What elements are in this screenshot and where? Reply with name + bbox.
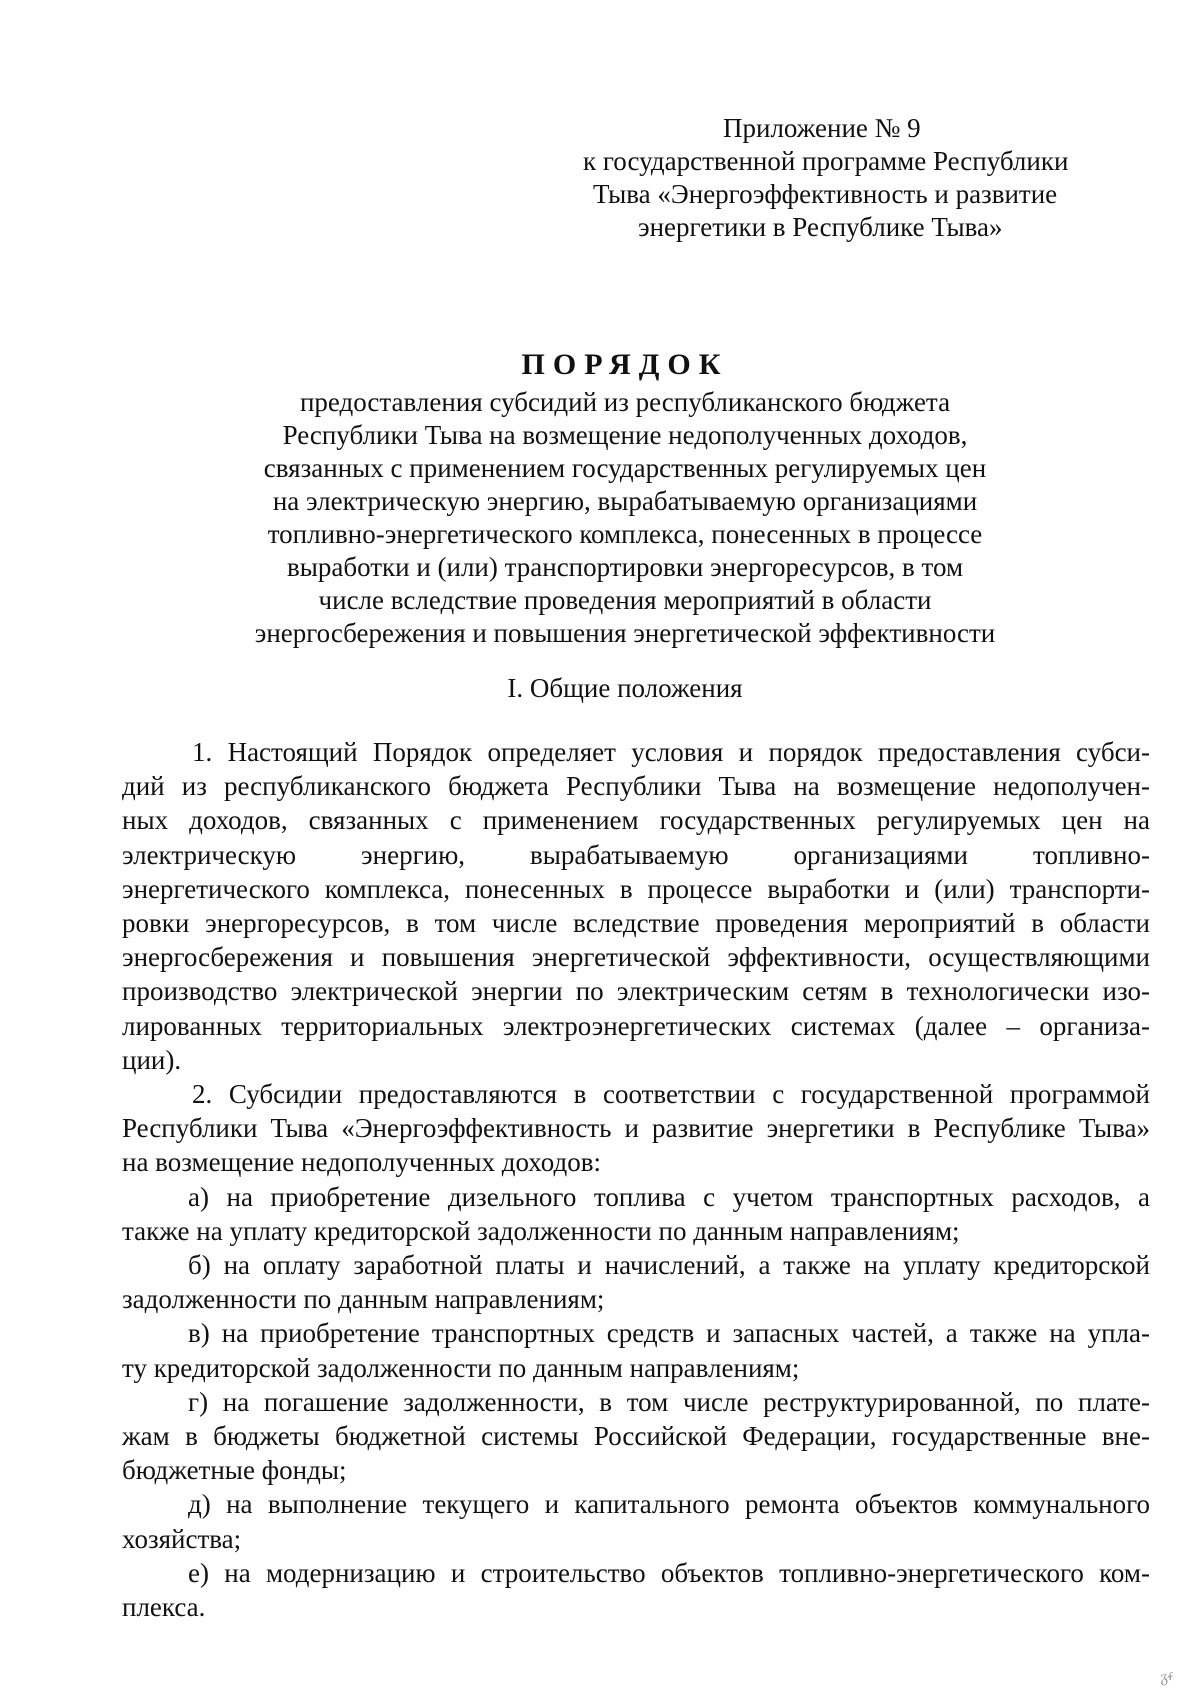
body-line: а) на приобретение дизельного топлива с учетом транспортных расходов, а: [188, 1181, 1150, 1212]
subtitle-line: выработки и (или) транспортировки энергоресурсов, в том: [286, 552, 964, 582]
section-heading: I. Общие положения: [507, 673, 743, 703]
body-line: энергосбережения и повышения энергетической эффективности, осуществляющими: [122, 942, 1150, 973]
body-line: жам в бюджеты бюджетной системы Российской Федерации, государственные вне-: [122, 1421, 1150, 1452]
appendix-line: Приложение № 9: [723, 113, 921, 143]
body-line: Республики Тыва «Энергоэффективность и развитие энергетики в Республике Тыва»: [122, 1113, 1150, 1144]
body-line: ту кредиторской задолженности по данным направлениям;: [122, 1352, 800, 1383]
body-line: хозяйства;: [122, 1523, 242, 1554]
body-line: ных доходов, связанных с применением государственных регулируемых цен на: [122, 805, 1150, 836]
body-line: д) на выполнение текущего и капитального ремонта объектов коммунального: [188, 1489, 1150, 1520]
body-line: также на уплату кредиторской задолженности по данным направлениям;: [122, 1215, 960, 1246]
body-line: ции).: [122, 1044, 182, 1075]
document-subtitle: [200, 386, 1050, 650]
body-line: плекса.: [122, 1592, 206, 1623]
body-line: производство электрической энергии по электрическим сетям в технологически изо-: [122, 976, 1150, 1007]
body-line: дий из республиканского бюджета Республики Тыва на возмещение недополучен-: [122, 771, 1150, 802]
appendix-line: энергетики в Республике Тыва»: [638, 212, 1003, 242]
body-line: 2. Субсидии предоставляются в соответствии с государственной программой: [192, 1079, 1150, 1110]
handwritten-page-mark: ᵹᵳ: [1157, 1666, 1176, 1687]
subtitle-line: топливно-энергетического комплекса, понесенных в процессе: [267, 519, 983, 549]
subtitle-line: числе вследствие проведения мероприятий в области: [318, 585, 932, 615]
subtitle-line: энергосбережения и повышения энергетической эффективности: [254, 618, 996, 648]
body-line: б) на оплату заработной платы и начислений, а также на уплату кредиторской: [188, 1250, 1150, 1281]
appendix-header: [583, 112, 1148, 244]
subtitle-line: предоставления субсидий из республиканского бюджета: [299, 387, 951, 417]
subtitle-line: на электрическую энергию, вырабатываемую организациями: [272, 486, 978, 516]
body-line: бюджетные фонды;: [122, 1455, 347, 1486]
body-line: электрическую энергию, вырабатываемую организациями топливно-: [122, 839, 1150, 870]
body-line: энергетического комплекса, понесенных в процессе выработки и (или) транспорти-: [122, 873, 1150, 904]
body-line: ровки энергоресурсов, в том числе вследствие проведения мероприятий в области: [122, 908, 1150, 939]
appendix-line: Тыва «Энергоэффективность и развитие: [593, 179, 1058, 209]
body-line: 1. Настоящий Порядок определяет условия и порядок предоставления субси-: [192, 737, 1150, 767]
body-line: задолженности по данным направлениям;: [122, 1284, 605, 1315]
document-body: [122, 735, 1150, 1624]
body-line: на возмещение недополученных доходов:: [122, 1147, 601, 1178]
body-line: лированных территориальных электроэнергетических системах (далее – организа-: [122, 1010, 1150, 1041]
body-line: г) на погашение задолженности, в том числе реструктурированной, по плате-: [188, 1386, 1150, 1417]
subtitle-line: Республики Тыва на возмещение недополученных доходов,: [282, 420, 968, 450]
document-title: ПОРЯДОК: [521, 348, 729, 381]
subtitle-line: связанных с применением государственных регулируемых цен: [263, 453, 987, 483]
body-line: е) на модернизацию и строительство объектов топливно-энергетического ком-: [188, 1557, 1150, 1588]
appendix-line: к государственной программе Республики: [583, 146, 1069, 176]
body-line: в) на приобретение транспортных средств и запасных частей, а также на упла-: [188, 1318, 1150, 1349]
